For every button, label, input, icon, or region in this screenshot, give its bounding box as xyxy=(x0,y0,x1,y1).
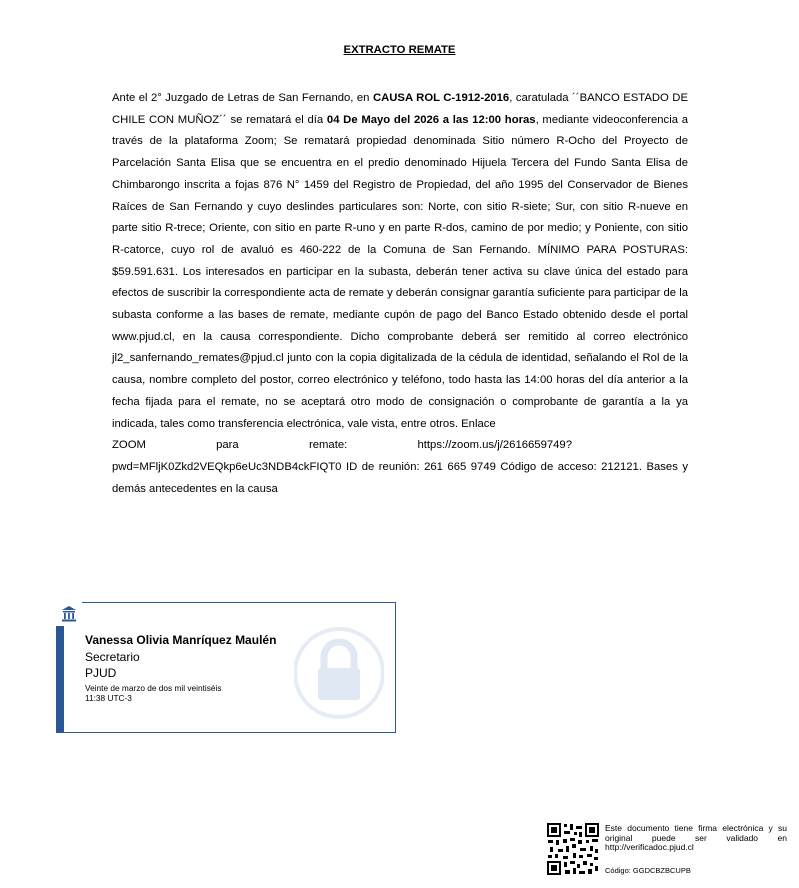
signer-role: Secretario xyxy=(85,650,140,664)
signature-date: Veinte de marzo de dos mil veintiséis xyxy=(85,683,222,693)
document-body xyxy=(112,88,688,500)
zoom-word: para xyxy=(216,439,239,452)
body-text-part-3: , mediante videoconferencia a través de la plataforma Zoom; Se rematará propiedad denominada Sitio número R-Ocho del Proyecto de Parcelación Santa Elisa que se encuentra en el predio denominado Hijuela Tercera del Fundo Santa Elisa de Chimbarongo inscrita a fojas 876 N° 1459 del Registro de Propiedad, del año 1995 del Conservador de Bienes Raíces de San Fernando y cuyo deslindes particulares son: Norte, con sitio R-siete; Sur, con sitio R-nueve en parte sitio R-trece; Oriente, con sitio en parte R-uno y en parte R-dos, camino de por medio; y Poniente, con sitio R-catorce, cuyo rol de avaluó es 460-222 de la Comuna de San Fernando. MÍNIMO PARA POSTURAS: $59.591.631. Los interesados en participar en la subasta, deberán tener activa su clave única del estado para efectos de suscribir la correspondiente acta de remate y deberán consignar garantía suficiente para participar de la subasta conforme a las bases de remate, mediante cupón de pago del Banco Estado obtenido desde el portal www.pjud.cl, en la causa correspondiente. Dicho comprobante deberá ser remitido al correo electrónico jl2_sanfernando_remates@pjud.cl junto con la copia digitalizada de la cédula de identidad, señalando el Rol de la causa, nombre completo del postor, correo electrónico y teléfono, todo hasta las 14:00 horas del día anterior a la fecha fijada para el remate, no se aceptará otro modo de consignación o comprobante de garantía a la ya indicada, tales como transferencia electrónica, vale vista, entre otros. Enlace xyxy=(112,113,688,430)
body-text-part-2: , caratulada ´´BANCO ESTADO DE CHILE CON MUÑOZ´´ se rematará el día xyxy=(112,92,688,126)
signer-name: Vanessa Olivia Manríquez Maulén xyxy=(85,633,277,647)
zoom-word: ZOOM xyxy=(112,439,146,452)
validation-code: Código: GGDCBZBCUPB xyxy=(605,866,691,875)
signer-organization: PJUD xyxy=(85,666,117,680)
causa-rol: CAUSA ROL C-1912-2016 xyxy=(372,92,510,104)
lock-icon xyxy=(294,623,384,723)
electronic-signature-box xyxy=(56,602,396,733)
zoom-url: https://zoom.us/j/2616659749? xyxy=(417,439,572,452)
zoom-link-line xyxy=(112,435,572,457)
document-title: EXTRACTO REMATE xyxy=(343,44,456,56)
signature-time: 11:38 UTC-3 xyxy=(85,693,132,703)
validation-notice: Este documento tiene firma electrónica y su original puede ser validado en http://verificadoc.pjud.cl xyxy=(605,823,787,852)
zoom-word: remate: xyxy=(308,439,348,452)
body-text-part-1: Ante el 2° Juzgado de Letras de San Fernando, en xyxy=(112,92,373,104)
signature-timestamp xyxy=(85,683,222,703)
courthouse-icon xyxy=(56,602,82,626)
auction-date: 04 De Mayo del 2026 a las 12:00 horas xyxy=(326,113,536,126)
qr-code-icon xyxy=(546,822,600,876)
body-text-part-4: pwd=MFljK0Zkd2VEQkp6eUc3NDB4ckFIQT0 ID de reunión: 261 665 9749 Código de acceso: 212121. Bases y demás antecedentes en la causa xyxy=(112,460,688,495)
